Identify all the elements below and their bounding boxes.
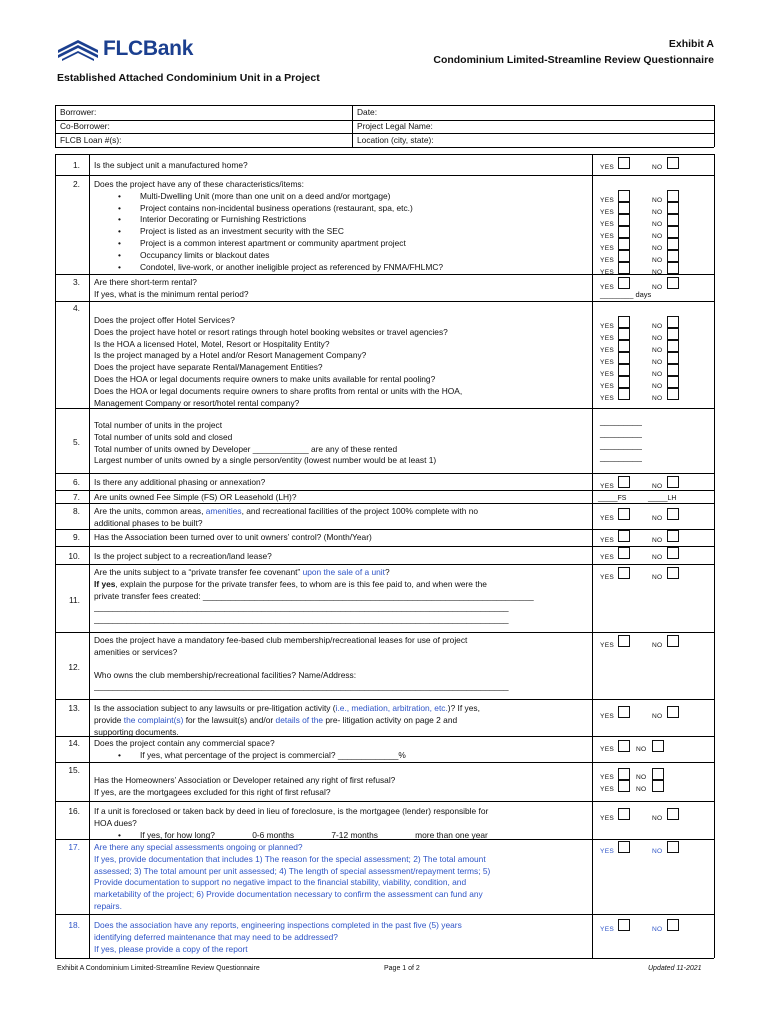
- date-field[interactable]: Date:: [357, 107, 378, 117]
- q2-row-yes-label: YES: [600, 233, 615, 240]
- q8-yes-label: YES: [600, 515, 615, 522]
- q11-no-checkbox[interactable]: [667, 567, 679, 579]
- q2-row-yes-checkbox[interactable]: [618, 202, 630, 214]
- q4-row-yes-label: YES: [600, 383, 615, 390]
- q11-if-yes: If yes: [94, 578, 116, 589]
- q17-number: 17.: [68, 842, 80, 852]
- q4-row-yes-checkbox[interactable]: [618, 340, 630, 352]
- q15-block: [94, 775, 584, 799]
- q8-number: 8.: [73, 506, 80, 516]
- q5-line: Total number of units in the project: [94, 420, 223, 430]
- q4-line: Is the HOA a licensed Hotel, Motel, Resort or Hospitality Entity?: [94, 338, 330, 349]
- q13-mediation-link[interactable]: i.e., mediation, arbitration, etc.: [335, 703, 448, 713]
- q13-no-checkbox[interactable]: [667, 706, 679, 718]
- q14-no-label: NO: [636, 746, 647, 753]
- footer-updated-date: Updated 11-2021: [648, 965, 702, 972]
- q4-row-yes-label: YES: [600, 371, 615, 378]
- q3-line: If yes, what is the minimum rental period?: [94, 288, 249, 299]
- q4-line: Does the HOA or legal documents require owners to share profits from rental or units with the HOA,: [94, 385, 463, 396]
- q4-row-yes-checkbox[interactable]: [618, 316, 630, 328]
- q3-line: Are there short-term rental?: [94, 277, 197, 287]
- q18-line: If yes, please provide a copy of the report: [94, 943, 248, 954]
- q2-row-no-checkbox[interactable]: [667, 202, 679, 214]
- q16-no-checkbox[interactable]: [667, 808, 679, 820]
- q2-row-yes-label: YES: [600, 245, 615, 252]
- q2-row-yes-checkbox[interactable]: [618, 250, 630, 262]
- q3-no-checkbox[interactable]: [667, 277, 679, 289]
- q18-yes-checkbox[interactable]: [618, 919, 630, 931]
- q13-text-pre: Is the association subject to any lawsuits or pre-litigation activity (: [94, 703, 336, 713]
- q2-row-no-label: NO: [652, 245, 663, 252]
- logo-mark-icon: [56, 37, 100, 61]
- q16-number: 16.: [68, 806, 80, 816]
- q17-line: repairs.: [94, 900, 122, 911]
- q4-row-yes-checkbox[interactable]: [618, 352, 630, 364]
- q12-line[interactable]: _________________________________________________________________________________________: [94, 681, 509, 692]
- q1-number: 1.: [73, 160, 80, 170]
- q13-text: pre- litigation activity on page 2 and: [323, 714, 458, 725]
- q4-row-yes-checkbox[interactable]: [618, 376, 630, 388]
- q4-row-no-label: NO: [652, 383, 663, 390]
- q10-no-checkbox[interactable]: [667, 547, 679, 559]
- q11-line[interactable]: _________________________________________________________________________________________: [94, 614, 509, 625]
- q1-yes-label: YES: [600, 164, 615, 171]
- q13-line: supporting documents.: [94, 726, 179, 737]
- q13-text: provide: [94, 714, 124, 725]
- q2-item: • Interior Decorating or Furnishing Restrictions: [94, 214, 584, 226]
- q12-yes-checkbox[interactable]: [618, 635, 630, 647]
- q17-no-checkbox[interactable]: [667, 841, 679, 853]
- q15b-yes-checkbox[interactable]: [618, 780, 630, 792]
- q15-line: If yes, are the mortgagees excluded for this right of first refusal?: [94, 786, 331, 797]
- q1-no-label: NO: [652, 164, 663, 171]
- q4-row-yes-label: YES: [600, 395, 615, 402]
- q14-block: [94, 738, 584, 762]
- q17-line: Are there any special assessments ongoing or planned?: [94, 842, 303, 852]
- q15b-no-checkbox[interactable]: [652, 780, 664, 792]
- q8-line: additional phases to be built?: [94, 517, 203, 528]
- q13-yes-checkbox[interactable]: [618, 706, 630, 718]
- q6-yes-label: YES: [600, 483, 615, 490]
- q2-row-no-label: NO: [652, 233, 663, 240]
- q5-largest-owner-field[interactable]: _________: [600, 452, 642, 462]
- q17-no-label: NO: [652, 848, 663, 855]
- q10-number: 10.: [68, 551, 80, 561]
- q11-sale-link[interactable]: upon the sale of a unit: [302, 567, 385, 577]
- q2-item: • Multi-Dwelling Unit (more than one unit on a deed and/or mortgage): [94, 191, 584, 203]
- q5-sold-units-field[interactable]: _________: [600, 428, 642, 438]
- q4-row-no-label: NO: [652, 347, 663, 354]
- q13-details-link[interactable]: details of the: [275, 714, 324, 725]
- q4-row-yes-label: YES: [600, 335, 615, 342]
- q18-number: 18.: [68, 920, 80, 930]
- q18-yes-label: YES: [600, 926, 615, 933]
- q11-number: 11.: [68, 595, 80, 605]
- q9-number: 9.: [73, 532, 80, 542]
- q14-yes-checkbox[interactable]: [618, 740, 630, 752]
- q13-yes-label: YES: [600, 713, 615, 720]
- borrower-field[interactable]: Borrower:: [60, 107, 97, 117]
- q2-number: 2.: [73, 179, 80, 189]
- document-title: Condominium Limited-Streamline Review Questionnaire: [433, 54, 714, 66]
- q2-row-no-label: NO: [652, 257, 663, 264]
- q6-no-checkbox[interactable]: [667, 476, 679, 488]
- q4-row-yes-checkbox[interactable]: [618, 364, 630, 376]
- logo-text: FLCBank: [103, 37, 194, 60]
- q13-no-label: NO: [652, 713, 663, 720]
- q14-line: Does the project contain any commercial space?: [94, 738, 275, 748]
- q8-no-checkbox[interactable]: [667, 508, 679, 520]
- q2-row-no-label: NO: [652, 269, 663, 276]
- q16-no-label: NO: [652, 815, 663, 822]
- q9-yes-label: YES: [600, 537, 615, 544]
- q2-row-yes-label: YES: [600, 221, 615, 228]
- q4-row-no-label: NO: [652, 323, 663, 330]
- footer-document-name: Exhibit A Condominium Limited-Streamline Review Questionnaire: [57, 965, 260, 972]
- q12-line: amenities or services?: [94, 646, 178, 657]
- q10-no-label: NO: [652, 554, 663, 561]
- q11-line[interactable]: private transfer fees created: _______________________________________________________________________: [94, 590, 534, 601]
- q2-row-yes-checkbox[interactable]: [618, 238, 630, 250]
- q3-no-label: NO: [652, 284, 663, 291]
- q4-row-no-checkbox[interactable]: [667, 340, 679, 352]
- q4-line: Does the project have separate Rental/Management Entities?: [94, 362, 323, 373]
- q10-yes-checkbox[interactable]: [618, 547, 630, 559]
- q1-text: Is the subject unit a manufactured home?: [94, 160, 248, 170]
- q2-text: Does the project have any of these characteristics/items:: [94, 179, 304, 189]
- q4-line: Does the project have hotel or resort ratings through hotel booking websites or travel agencies?: [94, 326, 448, 337]
- q16-yes-label: YES: [600, 815, 615, 822]
- q15-yes-label: YES: [600, 786, 615, 793]
- q4-row-no-checkbox[interactable]: [667, 316, 679, 328]
- q12-line: Does the project have a mandatory fee-based club membership/recreational leases for use of project: [94, 635, 468, 645]
- q9-yes-checkbox[interactable]: [618, 530, 630, 542]
- q10-yes-label: YES: [600, 554, 615, 561]
- q13-block: [94, 703, 584, 738]
- q2-row-yes-checkbox[interactable]: [618, 214, 630, 226]
- q12-yes-label: YES: [600, 642, 615, 649]
- q6-text: Is there any additional phasing or annexation?: [94, 477, 266, 487]
- q2-row-yes-label: YES: [600, 209, 615, 216]
- project-legal-name-field[interactable]: Project Legal Name:: [357, 121, 433, 131]
- q4-row-yes-checkbox[interactable]: [618, 328, 630, 340]
- q4-row-no-checkbox[interactable]: [667, 388, 679, 400]
- q4-row-no-checkbox[interactable]: [667, 364, 679, 376]
- q2-item: • Occupancy limits or blackout dates: [94, 250, 584, 262]
- q15-number: 15.: [68, 765, 80, 775]
- footer-page-number: Page 1 of 2: [384, 965, 420, 972]
- q8-no-label: NO: [652, 515, 663, 522]
- q4-row-yes-label: YES: [600, 323, 615, 330]
- q12-no-checkbox[interactable]: [667, 635, 679, 647]
- q11-yes-label: YES: [600, 574, 615, 581]
- q4-row-no-label: NO: [652, 335, 663, 342]
- q4-number: 4.: [73, 303, 80, 313]
- q2-row-yes-checkbox[interactable]: [618, 190, 630, 202]
- q2-row-yes-label: YES: [600, 257, 615, 264]
- q17-line: assessed; 3) The total amount per unit assessed; 4) The length of special assessment/repayment terms; 5): [94, 865, 491, 876]
- q2-row-yes-checkbox[interactable]: [618, 262, 630, 274]
- q2-row-no-checkbox[interactable]: [667, 238, 679, 250]
- q4-row-yes-label: YES: [600, 359, 615, 366]
- q12-block: [94, 635, 584, 693]
- q5-total-units-field[interactable]: _________: [600, 416, 642, 426]
- q2-item: • Project is a common interest apartment or community apartment project: [94, 238, 584, 250]
- q17-block: [94, 842, 584, 913]
- q5-number: 5.: [73, 437, 80, 447]
- q9-no-label: NO: [652, 537, 663, 544]
- q7-number: 7.: [73, 492, 80, 502]
- q18-block: [94, 920, 584, 955]
- q11-text-pre: Are the units subject to a “private transfer fee covenant”: [94, 567, 303, 577]
- q2-row-no-checkbox[interactable]: [667, 250, 679, 262]
- q11-no-label: NO: [652, 574, 663, 581]
- q2-row-no-checkbox[interactable]: [667, 190, 679, 202]
- q4-row-no-checkbox[interactable]: [667, 352, 679, 364]
- q5-line: Total number of units owned by Developer ____________ are any of these rented: [94, 443, 398, 454]
- q5-developer-units-field[interactable]: _________: [600, 440, 642, 450]
- q18-no-checkbox[interactable]: [667, 919, 679, 931]
- q5-block: [94, 420, 584, 467]
- q3-yes-label: YES: [600, 284, 615, 291]
- q11-text-post: ?: [384, 567, 390, 577]
- section-subtitle: Established Attached Condominium Unit in a Project: [57, 72, 320, 84]
- q14-line: • If yes, what percentage of the project is commercial? _____________%: [94, 750, 584, 762]
- q4-row-no-checkbox[interactable]: [667, 328, 679, 340]
- q10-text: Is the project subject to a recreation/land lease?: [94, 551, 272, 561]
- q3-days-field[interactable]: ________ days: [600, 290, 652, 299]
- q13-text: for the lawsuit(s) and/or: [183, 714, 276, 725]
- q8-text-pre: Are the units, common areas,: [94, 506, 206, 516]
- q4-row-no-label: NO: [652, 395, 663, 402]
- q16-line: • If yes, for how long? _______ 0-6 months _______ 7-12 months _______ more than one year: [94, 830, 584, 842]
- q8-yes-checkbox[interactable]: [618, 508, 630, 520]
- q9-text: Has the Association been turned over to unit owners’ control? (Month/Year): [94, 532, 372, 542]
- q2-row-no-label: NO: [652, 209, 663, 216]
- q12-number: 12.: [68, 662, 80, 672]
- q16-yes-checkbox[interactable]: [618, 808, 630, 820]
- q2-row-no-checkbox[interactable]: [667, 262, 679, 274]
- q14-yes-label: YES: [600, 746, 615, 753]
- q11-block: [94, 567, 584, 626]
- q7-fs-field[interactable]: _____FS: [598, 495, 627, 502]
- q5-line: Total number of units sold and closed: [94, 431, 233, 442]
- q13-complaints-link[interactable]: the complaint(s): [123, 714, 184, 725]
- q18-line: identifying deferred maintenance that may need to be addressed?: [94, 931, 338, 942]
- q6-yes-checkbox[interactable]: [618, 476, 630, 488]
- q11-yes-checkbox[interactable]: [618, 567, 630, 579]
- q2-item: • Project is listed as an investment security with the SEC: [94, 226, 584, 238]
- q18-line: Does the association have any reports, engineering inspections completed in the past five (5) years: [94, 920, 462, 930]
- q2-item: • Condotel, live-work, or another ineligible project as referenced by FNMA/FHLMC?: [94, 262, 584, 274]
- q17-line: Provide documentation to support no negative impact to the financial stability, viability, condition, and: [94, 877, 467, 888]
- q3-number: 3.: [73, 277, 80, 287]
- q4-row-no-label: NO: [652, 359, 663, 366]
- q15-line: Has the Homeowners’ Association or Developer retained any right of first refusal?: [94, 775, 396, 785]
- exhibit-label: Exhibit A: [668, 38, 714, 50]
- q1-yes-checkbox[interactable]: [618, 157, 630, 169]
- q6-number: 6.: [73, 477, 80, 487]
- q13-number: 13.: [68, 703, 80, 713]
- q2-row-no-checkbox[interactable]: [667, 226, 679, 238]
- q17-line: marketability of the project; 6) Provide documentation necessary to confirm the assessment can fund any: [94, 889, 483, 900]
- q14-number: 14.: [68, 738, 80, 748]
- q4-line: Does the HOA or legal documents require owners to make units available for rental pooling?: [94, 373, 436, 384]
- q8-text-post: , and recreational facilities of the project 100% complete with no: [241, 506, 479, 516]
- q15-no-label: NO: [636, 786, 647, 793]
- q15-yes-label: YES: [600, 774, 615, 781]
- q4-line: Does the project offer Hotel Services?: [94, 315, 235, 325]
- q14-no-checkbox[interactable]: [652, 740, 664, 752]
- q17-line: If yes, provide documentation that includes 1) The reason for the special assessment; 2) The total amount: [94, 853, 486, 864]
- q8-block: [94, 506, 584, 530]
- q2-item: • Project contains non-incidental business operations (restaurant, spa, etc.): [94, 203, 584, 215]
- q13-text-mid: )? If yes,: [447, 703, 480, 713]
- q4-row-yes-checkbox[interactable]: [618, 388, 630, 400]
- q4-row-no-label: NO: [652, 371, 663, 378]
- q11-line[interactable]: _________________________________________________________________________________________: [94, 602, 509, 613]
- q4-line: Is the project managed by a Hotel and/or Resort Management Company?: [94, 350, 367, 361]
- q4-line: Management Company or resort/hotel rental company?: [94, 397, 300, 408]
- q2-row-yes-label: YES: [600, 269, 615, 276]
- q16-block: [94, 806, 584, 841]
- loan-number-field[interactable]: FLCB Loan #(s):: [60, 135, 122, 145]
- q12-line: Who owns the club membership/recreational facilities? Name/Address:: [94, 669, 357, 680]
- q2-row-yes-label: YES: [600, 197, 615, 204]
- q15-no-label: NO: [636, 774, 647, 781]
- q2-row-yes-checkbox[interactable]: [618, 226, 630, 238]
- q12-no-label: NO: [652, 642, 663, 649]
- q3-block: [94, 277, 584, 301]
- q17-yes-label: YES: [600, 848, 615, 855]
- q7-lh-field[interactable]: _____LH: [648, 495, 677, 502]
- co-borrower-field[interactable]: Co-Borrower:: [60, 121, 110, 131]
- q15a-yes-checkbox[interactable]: [618, 768, 630, 780]
- q17-yes-checkbox[interactable]: [618, 841, 630, 853]
- q4-row-yes-label: YES: [600, 347, 615, 354]
- q16-line: If a unit is foreclosed or taken back by deed in lieu of foreclosure, is the mortgagee (lender) responsible for: [94, 806, 489, 816]
- q9-no-checkbox[interactable]: [667, 530, 679, 542]
- q2-row-no-checkbox[interactable]: [667, 214, 679, 226]
- q18-no-label: NO: [652, 926, 663, 933]
- q4-block: [94, 315, 584, 409]
- q2-block: [94, 179, 584, 273]
- q3-yes-checkbox[interactable]: [618, 277, 630, 289]
- q5-line: Largest number of units owned by a single person/entity (lowest number would be at least 1): [94, 455, 437, 466]
- q15a-no-checkbox[interactable]: [652, 768, 664, 780]
- q2-row-no-label: NO: [652, 197, 663, 204]
- q8-amenities-link[interactable]: amenities: [205, 506, 242, 516]
- q2-row-no-label: NO: [652, 221, 663, 228]
- q7-text: Are units owned Fee Simple (FS) OR Leasehold (LH)?: [94, 492, 297, 502]
- location-field[interactable]: Location (city, state):: [357, 135, 434, 145]
- q16-line: HOA dues?: [94, 817, 137, 828]
- q1-no-checkbox[interactable]: [667, 157, 679, 169]
- flcbank-logo: [56, 34, 193, 63]
- q4-row-no-checkbox[interactable]: [667, 376, 679, 388]
- q6-no-label: NO: [652, 483, 663, 490]
- q11-line: , explain the purpose for the private transfer fees, to whom are is this fee paid to, and when were the: [115, 578, 487, 589]
